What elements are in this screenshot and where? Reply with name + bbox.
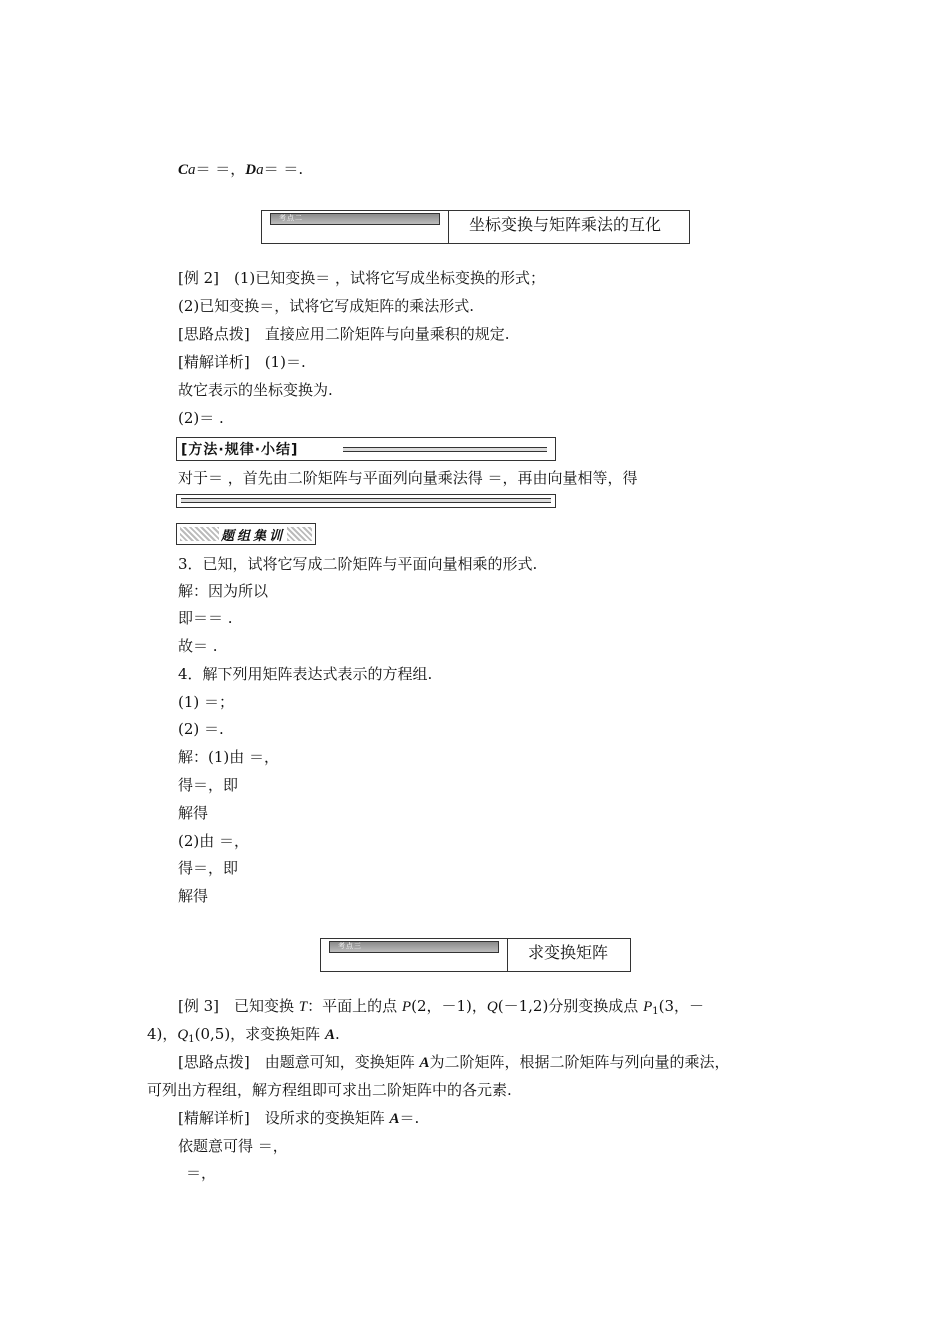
practice-line: 即＝＝ . (178, 609, 233, 627)
method-summary-text: 对于＝ ，首先由二阶矩阵与平面列向量乘法得 ＝，再由向量相等，得 (178, 469, 638, 487)
practice-line: 解得 (178, 887, 209, 905)
practice-header (176, 523, 316, 545)
practice-line: 解：(1)由 ＝， (178, 748, 280, 766)
ex2-line-2: (2)已知变换＝，试将它写成矩阵的乘法形式. (178, 297, 475, 315)
practice-line: (2)由 ＝， (178, 832, 250, 850)
symbol-c: C (178, 162, 189, 178)
ex3-line-5: [精解详析] 设所求的变换矩阵 A＝. (178, 1109, 420, 1127)
ex2-line-6: (2)＝ . (178, 409, 224, 427)
method-summary-header (176, 437, 556, 461)
practice-line: (1) ＝； (178, 693, 235, 711)
practice-line: 解：因为所以 (178, 582, 269, 600)
symbol-a-2: a (256, 162, 264, 178)
ex2-line-5: 故它表示的坐标变换为. (178, 381, 333, 399)
ex3-line-2: 4)，$Q_1(0,5)$，求变换矩阵 A. (147, 1025, 340, 1045)
symbol-a: a (188, 162, 196, 178)
ex3-line-7: ＝， (186, 1164, 217, 1182)
practice-line: 故＝ . (178, 637, 218, 655)
practice-line: (2) ＝. (178, 720, 224, 738)
practice-line: 4．解下列用矩阵表达式表示的方程组. (178, 665, 433, 683)
practice-line: 得＝，即 (178, 859, 239, 877)
equals-text: ＝ ＝， (195, 160, 246, 178)
practice-line: 3．已知，试将它写成二阶矩阵与平面向量相乘的形式. (178, 555, 538, 573)
ex2-line-1: [例 2] (1)已知变换＝ ，试将它写成坐标变换的形式； (178, 269, 546, 287)
ex3-line-1: [例 3] 已知变换 T：平面上的点 P(2，－1)，Q(－1,2)分别变换成点 $P_1(3$，－ (178, 997, 705, 1017)
ex3-line-6: 依题意可得 ＝， (178, 1137, 288, 1155)
section-banner-2 (261, 210, 690, 244)
symbol-d: D (245, 162, 257, 178)
ex2-line-4: [精解详析] (1)＝. (178, 353, 306, 371)
method-summary-footer (176, 494, 556, 508)
ex3-line-3: [思路点拨] 由题意可知，变换矩阵 A为二阶矩阵，根据二阶矩阵与列向量的乘法， (178, 1053, 730, 1071)
ex2-line-3: [思路点拨] 直接应用二阶矩阵与向量乘积的规定. (178, 325, 510, 343)
practice-line: 解得 (178, 804, 209, 822)
equals-text-2: ＝ ＝. (263, 160, 304, 178)
ex3-line-4: 可列出方程组，解方程组即可求出二阶矩阵中的各元素. (147, 1081, 512, 1099)
top-formula-line (178, 159, 303, 180)
method-summary-label: [方法·规律·小结] (181, 442, 299, 458)
section-tag-3: 考点三 (329, 941, 499, 953)
section-title-2: 坐标变换与矩阵乘法的互化 (469, 215, 662, 234)
practice-label: 题组集训 (219, 525, 287, 544)
section-tag-2: 考点二 (270, 213, 440, 225)
section-title-3: 求变换矩阵 (528, 943, 609, 962)
section-banner-3 (320, 938, 631, 972)
practice-line: 得＝，即 (178, 776, 239, 794)
